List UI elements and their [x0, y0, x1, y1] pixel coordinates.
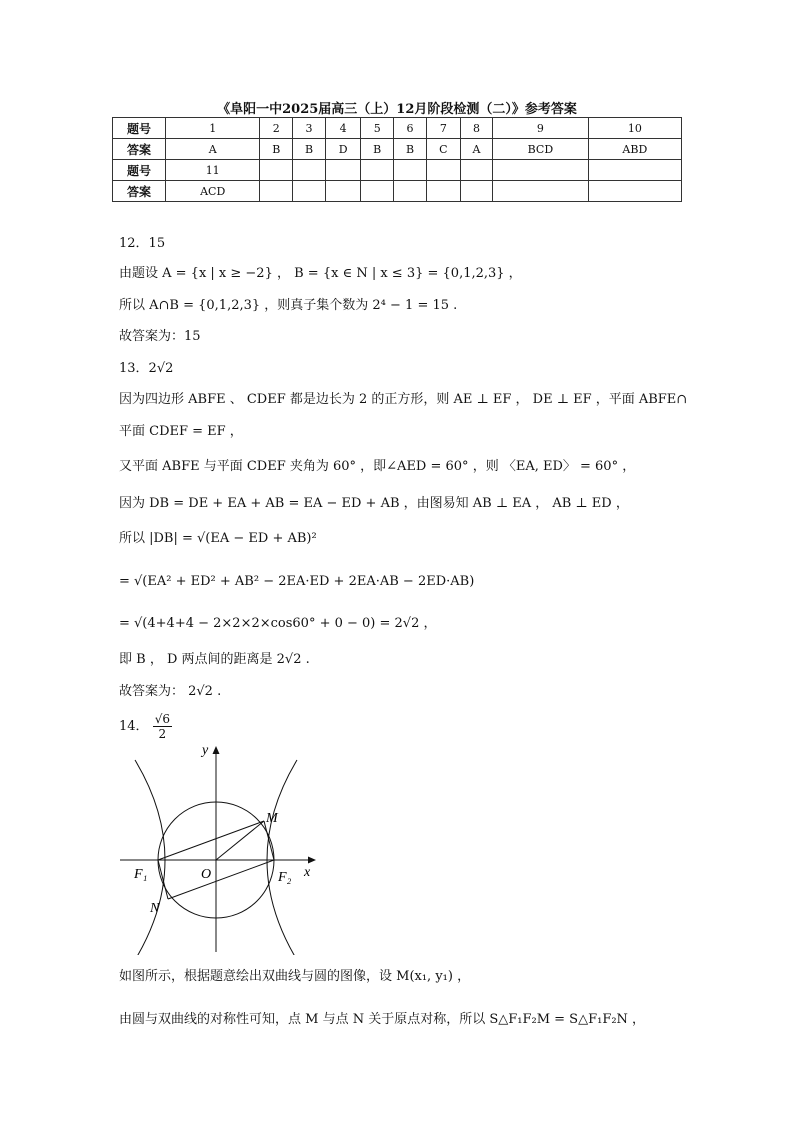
table-cell: [588, 160, 681, 181]
row-label: 答案: [113, 139, 166, 160]
solution-line: = √(4+4+4 − 2×2×2×cos60° + 0 − 0) = 2√2 ，: [119, 616, 437, 631]
solution-line: = √(EA² + ED² + AB² − 2EA·ED + 2EA·AB − 2ED·AB): [119, 574, 475, 589]
table-cell: [588, 181, 681, 202]
table-cell: [426, 181, 460, 202]
table-cell: [325, 160, 360, 181]
point-M-label: M: [266, 811, 278, 826]
table-cell: 4: [325, 118, 360, 139]
solution-line: 由题设 A = {x | x ≥ −2} ， B = {x ∈ N | x ≤ 3} = {0,1,2,3} ，: [119, 266, 522, 281]
table-cell: [361, 160, 394, 181]
table-row: [113, 181, 682, 202]
table-cell: A: [460, 139, 492, 160]
table-cell: [493, 181, 589, 202]
row-label: 题号: [113, 160, 166, 181]
table-cell: 6: [394, 118, 427, 139]
hyperbola-circle-figure: [112, 740, 332, 955]
table-cell: [493, 160, 589, 181]
table-cell: [260, 160, 293, 181]
solution-line: 因为 DB = DE + EA + AB = EA − ED + AB ，由图易知 AB ⊥ EA ， AB ⊥ ED ，: [119, 496, 629, 511]
fraction-denominator: 2: [158, 727, 167, 741]
table-cell: ABD: [588, 139, 681, 160]
segment-F1-M: [158, 821, 264, 860]
table-cell: [260, 181, 293, 202]
row-label: 答案: [113, 181, 166, 202]
table-cell: [361, 181, 394, 202]
focus-F1-label: F₁: [134, 867, 148, 882]
solution-line: 又平面 ABFE 与平面 CDEF 夹角为 60° ，即∠AED = 60° ，则 〈EA, ED〉 = 60° ，: [119, 459, 636, 474]
fraction-numerator: √6: [154, 712, 170, 726]
page-title: 《阜阳一中2025届高三（上）12月阶段检测（二）》参考答案: [217, 102, 577, 117]
point-N-label: N: [150, 901, 160, 916]
solution-line: 即 B ， D 两点间的距离是 2√2 .: [119, 652, 310, 667]
fraction: [153, 712, 172, 741]
table-cell: [394, 181, 427, 202]
solution-line: 故答案为：15: [119, 329, 201, 344]
x-axis-arrow-icon: [308, 857, 316, 864]
table-cell: [460, 160, 492, 181]
solution-line: 如图所示，根据题意绘出双曲线与圆的图像，设 M(x₁, y₁) ，: [119, 969, 471, 984]
solution-line: 平面 CDEF = EF ，: [119, 424, 243, 439]
table-cell: 7: [426, 118, 460, 139]
table-cell: 9: [493, 118, 589, 139]
origin-label: O: [201, 867, 212, 882]
y-axis-arrow-icon: [213, 746, 220, 754]
solution-line: 由圆与双曲线的对称性可知，点 M 与点 N 关于原点对称，所以 S△F₁F₂M = S△F₁F₂N ，: [119, 1012, 646, 1027]
table-row: [113, 118, 682, 139]
solution-line: 所以 |DB| = √(EA − ED + AB)²: [119, 531, 317, 546]
table-cell: [325, 181, 360, 202]
table-cell: 8: [460, 118, 492, 139]
segment-F1-N: [158, 860, 168, 899]
table-cell: 10: [588, 118, 681, 139]
table-cell: D: [325, 139, 360, 160]
answer-table: [112, 117, 682, 202]
x-axis-label: x: [304, 865, 311, 880]
focus-F2-label: F₂: [278, 870, 292, 885]
table-cell: [293, 181, 326, 202]
solution-line: 故答案为： 2√2 .: [119, 684, 222, 699]
table-cell: ACD: [166, 181, 260, 202]
row-label: 题号: [113, 118, 166, 139]
y-axis-label: y: [202, 743, 209, 758]
solution-line: 因为四边形 ABFE 、 CDEF 都是边长为 2 的正方形，则 AE ⊥ EF ， DE ⊥ EF ，平面 ABFE∩: [119, 392, 688, 407]
answer-14-label: 14．: [119, 719, 149, 734]
table-cell: [394, 160, 427, 181]
answer-14-heading: [119, 712, 172, 741]
answer-12-heading: 12．15: [119, 236, 166, 251]
table-cell: B: [361, 139, 394, 160]
solution-line: 所以 A∩B = {0,1,2,3} ，则真子集个数为 2⁴ − 1 = 15 .: [119, 298, 458, 313]
table-cell: [293, 160, 326, 181]
table-cell: BCD: [493, 139, 589, 160]
table-row: [113, 139, 682, 160]
table-cell: B: [293, 139, 326, 160]
table-cell: 2: [260, 118, 293, 139]
hyperbola-left-branch: [135, 760, 165, 955]
table-cell: 11: [166, 160, 260, 181]
table-cell: C: [426, 139, 460, 160]
table-cell: [460, 181, 492, 202]
table-cell: B: [394, 139, 427, 160]
table-cell: B: [260, 139, 293, 160]
segment-N-F2: [168, 860, 274, 899]
table-cell: 1: [166, 118, 260, 139]
table-row: [113, 160, 682, 181]
table-cell: 5: [361, 118, 394, 139]
table-cell: 3: [293, 118, 326, 139]
segment-O-M: [216, 821, 264, 860]
hyperbola-right-branch: [267, 760, 297, 955]
table-cell: [426, 160, 460, 181]
answer-13-heading: 13．2√2: [119, 361, 174, 376]
segment-M-F2: [264, 821, 274, 860]
table-cell: A: [166, 139, 260, 160]
